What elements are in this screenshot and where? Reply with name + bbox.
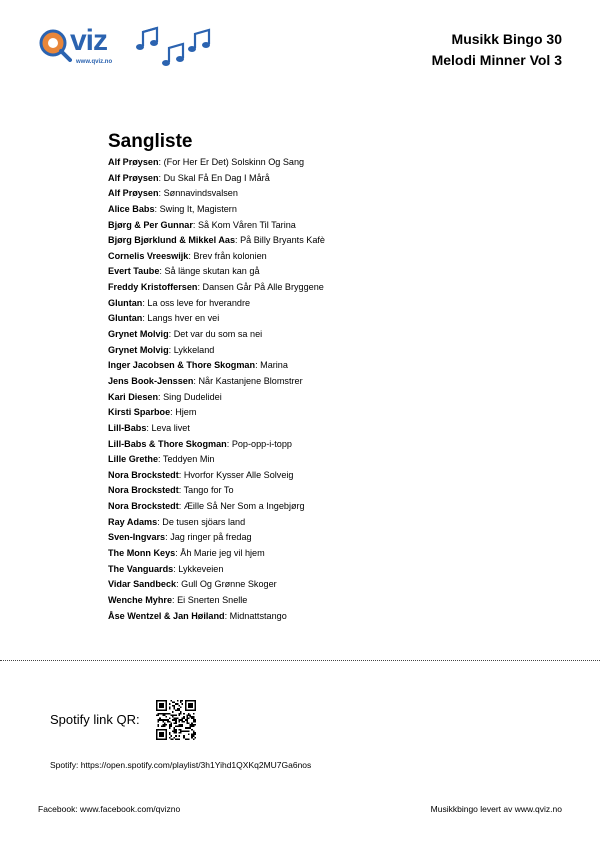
song-separator: : <box>175 548 181 559</box>
song-title: Marina <box>260 360 288 371</box>
song-artist: Grynet Molvig <box>108 329 169 340</box>
song-separator: : <box>178 485 184 496</box>
provider-link[interactable]: Musikkbingo levert av www.qviz.no <box>430 804 562 814</box>
song-artist: Inger Jacobsen & Thore Skogman <box>108 360 256 371</box>
song-separator: : <box>142 313 148 324</box>
song-separator: : <box>165 532 171 543</box>
song-title: Lykkeveien <box>178 563 224 574</box>
song-title: Hvorfor Kysser Alle Solveig <box>183 469 294 480</box>
song-artist: Nora Brockstedt <box>108 501 179 512</box>
song-separator: : <box>157 516 163 527</box>
song-separator: : <box>192 219 198 230</box>
song-separator: : <box>193 375 199 386</box>
song-title: Swing It, Magistern <box>159 203 237 214</box>
song-item <box>108 234 325 250</box>
song-separator: : <box>170 407 176 418</box>
bingo-title: Musikk Bingo 30 <box>451 31 562 47</box>
song-separator: : <box>154 203 160 214</box>
song-item <box>108 610 325 626</box>
song-item <box>108 438 325 454</box>
song-item <box>108 375 325 391</box>
song-item <box>108 328 325 344</box>
song-separator: : <box>146 422 152 433</box>
song-title: Hjem <box>175 407 197 418</box>
song-item <box>108 516 325 532</box>
song-item <box>108 187 325 203</box>
song-title: Lykkeland <box>173 344 215 355</box>
song-item <box>108 500 325 516</box>
song-separator: : <box>176 579 182 590</box>
song-title: Du Skal Få En Dag I Mårå <box>163 172 270 183</box>
song-separator: : <box>159 266 165 277</box>
song-title: Midnattstango <box>229 610 287 621</box>
song-artist: Bjørg & Per Gunnar <box>108 219 193 230</box>
song-separator: : <box>224 610 230 621</box>
song-item <box>108 359 325 375</box>
song-title: Det var du som sa nei <box>173 329 263 340</box>
song-item <box>108 203 325 219</box>
song-item <box>108 453 325 469</box>
song-title: Så länge skutan kan gå <box>164 266 260 277</box>
song-title: Ei Snerten Snelle <box>177 594 248 605</box>
song-artist: Freddy Kristoffersen <box>108 282 198 293</box>
song-artist: Åse Wentzel & Jan Høiland <box>108 610 225 621</box>
song-item <box>108 172 325 188</box>
song-item <box>108 250 325 266</box>
bingo-subtitle: Melodi Minner Vol 3 <box>431 52 562 68</box>
song-title: Så Kom Våren Til Tarina <box>197 219 296 230</box>
song-title: Æille Så Ner Som a Ingebjørg <box>183 501 305 512</box>
logo-url: www.qviz.no <box>76 59 113 65</box>
song-separator: : <box>255 360 261 371</box>
song-item <box>108 547 325 563</box>
song-artist: Alf Prøysen <box>108 188 159 199</box>
song-title: Langs hver en vei <box>147 313 220 324</box>
dotted-divider <box>0 660 600 661</box>
song-separator: : <box>158 188 164 199</box>
song-title: (For Her Er Det) Solskinn Og Sang <box>163 157 305 167</box>
song-title: Gull Og Grønne Skoger <box>181 579 277 590</box>
song-item <box>108 531 325 547</box>
song-title: Leva livet <box>151 422 190 433</box>
song-item <box>108 484 325 500</box>
song-separator: : <box>235 235 241 246</box>
song-separator: : <box>173 563 179 574</box>
song-separator: : <box>172 594 178 605</box>
song-separator: : <box>158 454 163 465</box>
song-title: Teddyen Min <box>162 454 215 465</box>
song-title: Pop-opp-i-topp <box>231 438 292 449</box>
song-artist: The Monn Keys <box>108 548 176 559</box>
song-title: De tusen sjöars land <box>162 516 246 527</box>
magnifier-q-icon <box>38 28 72 62</box>
song-artist: Cornelis Vreeswijk <box>108 250 189 261</box>
music-notes-icon <box>135 24 225 70</box>
song-artist: Kari Diesen <box>108 391 159 402</box>
song-item <box>108 563 325 579</box>
song-title: På Billy Bryants Kafè <box>240 235 325 246</box>
song-artist: Alice Babs <box>108 203 155 214</box>
song-title: Når Kastanjene Blomstrer <box>198 375 303 386</box>
song-title: La oss leve for hverandre <box>147 297 251 308</box>
song-artist: Jens Book-Jenssen <box>108 375 194 386</box>
header-title-block <box>432 29 562 71</box>
song-separator: : <box>178 469 184 480</box>
song-separator: : <box>158 391 164 402</box>
song-separator: : <box>197 282 203 293</box>
spotify-qr-code[interactable] <box>156 698 196 742</box>
song-title: Sønnavindsvalsen <box>163 188 238 199</box>
song-item <box>108 312 325 328</box>
song-list <box>108 156 325 625</box>
song-title: Sing Dudelidei <box>163 391 222 402</box>
song-item <box>108 219 325 235</box>
song-artist: Nora Brockstedt <box>108 469 179 480</box>
song-separator: : <box>142 297 148 308</box>
song-artist: Alf Prøysen <box>108 157 159 167</box>
song-artist: Nora Brockstedt <box>108 485 179 496</box>
song-artist: Sven-Ingvars <box>108 532 166 543</box>
song-artist: Alf Prøysen <box>108 172 159 183</box>
page-title: Sangliste <box>108 131 193 152</box>
song-item <box>108 281 325 297</box>
song-item <box>108 406 325 422</box>
song-item <box>108 578 325 594</box>
song-title: Åh Marie jeg vil hjem <box>180 548 265 559</box>
song-artist: Lill-Babs & Thore Skogman <box>108 438 227 449</box>
song-item <box>108 422 325 438</box>
song-artist: The Vanguards <box>108 563 174 574</box>
song-artist: Lill-Babs <box>108 422 147 433</box>
song-separator: : <box>158 157 164 167</box>
song-title: Tango for To <box>183 485 234 496</box>
song-item <box>108 156 325 172</box>
song-artist: Gluntan <box>108 313 143 324</box>
logo-text: viz <box>70 24 108 57</box>
song-item <box>108 391 325 407</box>
song-artist: Kirsti Sparboe <box>108 407 171 418</box>
song-title: Dansen Går På Alle Bryggene <box>202 282 324 293</box>
song-artist: Grynet Molvig <box>108 344 169 355</box>
song-artist: Lille Grethe <box>108 454 159 465</box>
song-item <box>108 469 325 485</box>
qr-label: Spotify link QR: <box>50 712 140 727</box>
song-separator: : <box>158 172 164 183</box>
song-artist: Evert Taube <box>108 266 160 277</box>
song-artist: Gluntan <box>108 297 143 308</box>
song-item <box>108 594 325 610</box>
song-item <box>108 344 325 360</box>
qviz-logo[interactable] <box>38 22 128 70</box>
song-artist: Wenche Myhre <box>108 594 173 605</box>
song-item <box>108 265 325 281</box>
song-separator: : <box>168 344 174 355</box>
song-artist: Bjørg Bjørklund & Mikkel Aas <box>108 235 235 246</box>
song-title: Brev från kolonien <box>193 250 267 261</box>
song-title: Jag ringer på fredag <box>170 532 252 543</box>
song-artist: Vidar Sandbeck <box>108 579 177 590</box>
song-separator: : <box>188 250 194 261</box>
song-item <box>108 297 325 313</box>
facebook-link[interactable]: Facebook: www.facebook.com/qvizno <box>38 804 181 814</box>
song-artist: Ray Adams <box>108 516 158 527</box>
song-separator: : <box>226 438 232 449</box>
spotify-link[interactable]: Spotify: https://open.spotify.com/playlist/3h1Yihd1QXKq2MU7Ga6nos <box>50 760 312 770</box>
song-separator: : <box>178 501 184 512</box>
song-separator: : <box>168 329 174 340</box>
